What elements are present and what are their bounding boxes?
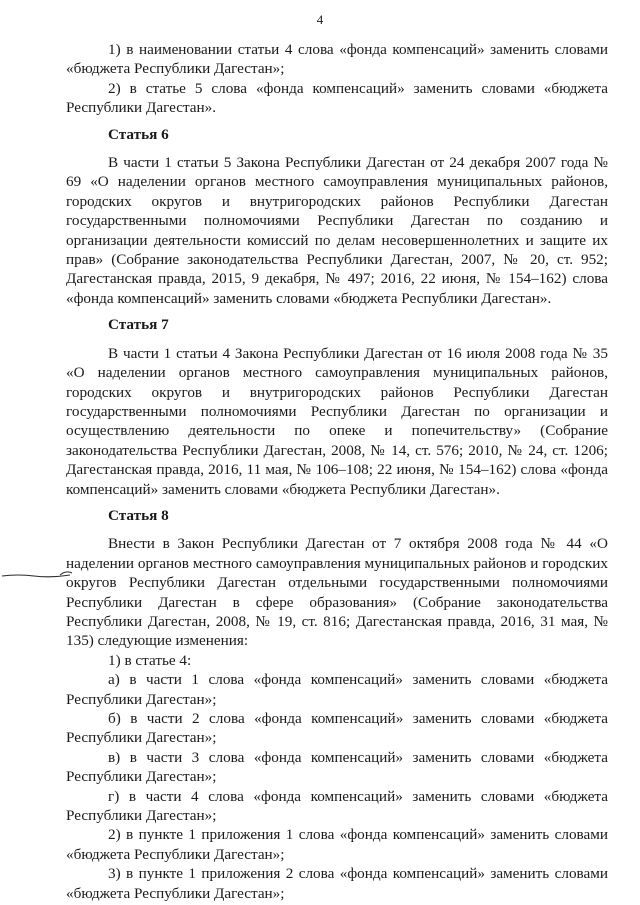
article-7-heading: Статья 7 <box>108 316 169 334</box>
article-8-item-1: 1) в статье 4: <box>108 651 192 669</box>
article-6-heading: Статья 6 <box>108 125 169 143</box>
article-6-text: В части 1 статьи 5 Закона Республики Дагестан от 24 декабря 2007 года № 69 «О наделении органов местного самоуправления муниципальных районов, городских округов и внутригородских районов Республики Дагестан государственными полномочиями Республики Дагестан по созданию и организации деятельности комиссий по делам несовершеннолетних и защите их прав» (Собрание законодательства Республики Дагестан, 2007, № 20, ст. 952; Дагестанская правда, 2015, 9 декабря, № 497; 2016, 22 июня, № 154–162) слова «фонда компенсаций» заменить словами «бюджета Республики Дагестан». <box>66 154 608 307</box>
article-8-item-1d: г) в части 4 слова «фонда компенсаций» заменить словами «бюджета Республики Дагестан»; <box>66 787 608 825</box>
article-8-item-1c: в) в части 3 слова «фонда компенсаций» заменить словами «бюджета Республики Дагестан»; <box>66 748 608 786</box>
article-8-item-1a: а) в части 1 слова «фонда компенсаций» заменить словами «бюджета Республики Дагестан»; <box>66 671 608 708</box>
page-number: 4 <box>316 12 324 27</box>
article-8-item-2: 2) в пункте 1 приложения 1 слова «фонда компенсаций» заменить словами «бюджета Республики Дагестан»; <box>66 826 608 863</box>
article-8-intro: Внести в Закон Республики Дагестан от 7 октября 2008 года № 44 «О наделении органов местного самоуправления муниципальных районов и городских округов Республики Дагестан отдельными государственными полномочиями Республики Дагестан в сфере образования» (Собрание законодательства Республики Дагестан, 2008, № 19, ст. 816; Дагестанская правда, 2016, 31 мая, № 135) следующие изменения: <box>66 535 608 650</box>
article-7-text: В части 1 статьи 4 Закона Республики Дагестан от 16 июля 2008 года № 35 «О наделении органов местного самоуправления муниципальных районов, городских округов и внутригородских районов Республики Дагестан государственными полномочиями Республики Дагестан по организации и осуществлению деятельности по опеке и попечительству» (Собрание законодательства Республики Дагестан, 2008, № 14, ст. 576; 2010, № 24, ст. 1206; Дагестанская правда, 2016, 11 мая, № 106–108; 22 июня, № 154–162) слова «фонда компенсаций» заменить словами «бюджета Республики Дагестан». <box>66 344 608 498</box>
paragraph-top-2: 2) в статье 5 слова «фонда компенсаций» заменить словами «бюджета Республики Дагестан». <box>66 79 608 117</box>
document-body <box>66 40 608 903</box>
article-8-item-1b: б) в части 2 слова «фонда компенсаций» заменить словами «бюджета Республики Дагестан»; <box>66 710 608 747</box>
paragraph-top-1: 1) в наименовании статьи 4 слова «фонда компенсаций» заменить словами «бюджета Республики Дагестан»; <box>66 41 608 78</box>
article-8-heading: Статья 8 <box>108 506 169 524</box>
article-8-item-3: 3) в пункте 1 приложения 2 слова «фонда компенсаций» заменить словами «бюджета Республики Дагестан»; <box>66 865 608 902</box>
